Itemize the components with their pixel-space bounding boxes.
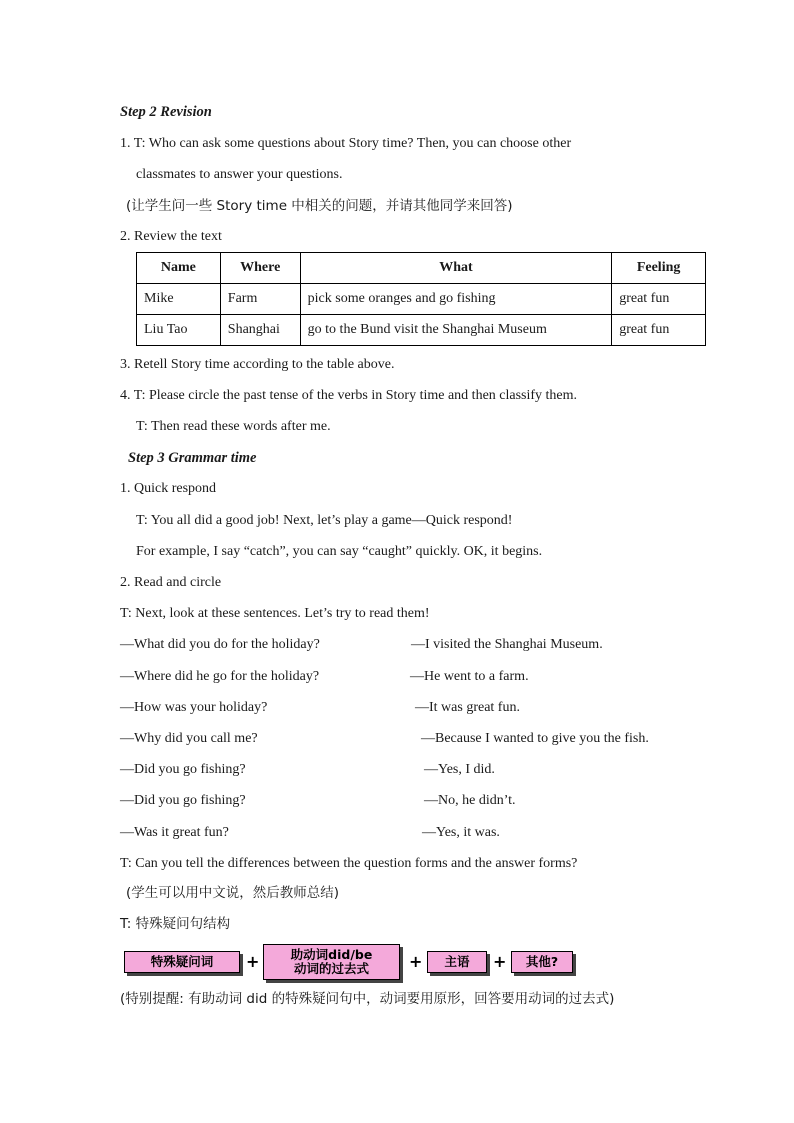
- table-header-cell: Where: [220, 253, 300, 284]
- step3-item2-note: (学生可以用中文说，然后教师总结): [126, 885, 340, 901]
- table-row: [137, 284, 706, 315]
- reminder-note: (特别提醒: 有助动词 did 的特殊疑问句中，动词要用原形，回答要用动词的过去式): [120, 991, 615, 1007]
- dialog-question: —How was your holiday?: [120, 700, 268, 715]
- table-cell: Mike: [137, 284, 221, 315]
- dialog-question: —Did you go fishing?: [120, 762, 246, 777]
- step3-item2-question: T: Can you tell the differences between the question forms and the answer forms?: [120, 856, 578, 871]
- step3-item2-intro: T: Next, look at these sentences. Let’s try to read them!: [120, 606, 430, 621]
- step2-item3: 3. Retell Story time according to the table above.: [120, 357, 395, 372]
- structure-label: T: 特殊疑问句结构: [120, 916, 231, 932]
- table-cell: Farm: [220, 284, 300, 315]
- step2-item2-title: 2. Review the text: [120, 229, 222, 244]
- formula-box-wh-word: 特殊疑问词: [124, 951, 240, 973]
- step3-heading: Step 3 Grammar time: [128, 450, 257, 466]
- table-header-row: [137, 253, 706, 284]
- step2-item1-line2: classmates to answer your questions.: [136, 167, 343, 182]
- table-row: [137, 315, 706, 346]
- table-cell: great fun: [612, 284, 706, 315]
- dialog-question: —Where did he go for the holiday?: [120, 669, 320, 684]
- step2-item4-line2: T: Then read these words after me.: [136, 419, 331, 434]
- step2-item1-line1: 1. T: Who can ask some questions about Story time? Then, you can choose other: [120, 136, 572, 151]
- table-cell: Liu Tao: [137, 315, 221, 346]
- dialog-question: —Did you go fishing?: [120, 793, 246, 808]
- formula-box-aux-verb-line2: 动词的过去式: [293, 961, 369, 976]
- dialog-answer: —I visited the Shanghai Museum.: [411, 637, 603, 652]
- dialog-answer: —Yes, it was.: [422, 825, 500, 840]
- dialog-question: —Was it great fun?: [120, 825, 229, 840]
- dialog-question: —Why did you call me?: [120, 731, 258, 746]
- formula-box-aux-verb: [263, 944, 400, 980]
- step3-item1-title: 1. Quick respond: [120, 481, 217, 496]
- plus-sign: +: [409, 952, 423, 971]
- table-cell: Shanghai: [220, 315, 300, 346]
- step2-item4-line1: 4. T: Please circle the past tense of the verbs in Story time and then classify them.: [120, 388, 578, 403]
- table-cell: go to the Bund visit the Shanghai Museum: [300, 315, 612, 346]
- dialog-answer: —He went to a farm.: [410, 669, 529, 684]
- step3-item2-title: 2. Read and circle: [120, 575, 222, 590]
- dialog-question: —What did you do for the holiday?: [120, 637, 320, 652]
- step3-item1-line1: T: You all did a good job! Next, let’s play a game—Quick respond!: [136, 513, 513, 528]
- question-structure-formula: [122, 942, 582, 982]
- formula-box-subject: 主语: [427, 951, 487, 973]
- dialog-answer: —Yes, I did.: [424, 762, 495, 777]
- step2-heading: Step 2 Revision: [120, 104, 212, 120]
- table-header-cell: Feeling: [612, 253, 706, 284]
- table-cell: great fun: [612, 315, 706, 346]
- dialog-answer: —It was great fun.: [415, 700, 520, 715]
- review-table: [136, 252, 706, 346]
- dialog-answer: —Because I wanted to give you the fish.: [421, 731, 649, 746]
- step3-item1-line2: For example, I say “catch”, you can say “caught” quickly. OK, it begins.: [136, 544, 543, 559]
- table-cell: pick some oranges and go fishing: [300, 284, 612, 315]
- plus-sign: +: [246, 952, 260, 971]
- table-header-cell: What: [300, 253, 612, 284]
- step2-item1-note: (让学生问一些 Story time 中相关的问题，并请其他同学来回答): [126, 198, 513, 214]
- formula-box-aux-verb-line1: 助动词did/be: [290, 947, 373, 962]
- table-header-cell: Name: [137, 253, 221, 284]
- dialog-answer: —No, he didn’t.: [424, 793, 516, 808]
- formula-box-other: 其他?: [511, 951, 573, 973]
- plus-sign: +: [493, 952, 507, 971]
